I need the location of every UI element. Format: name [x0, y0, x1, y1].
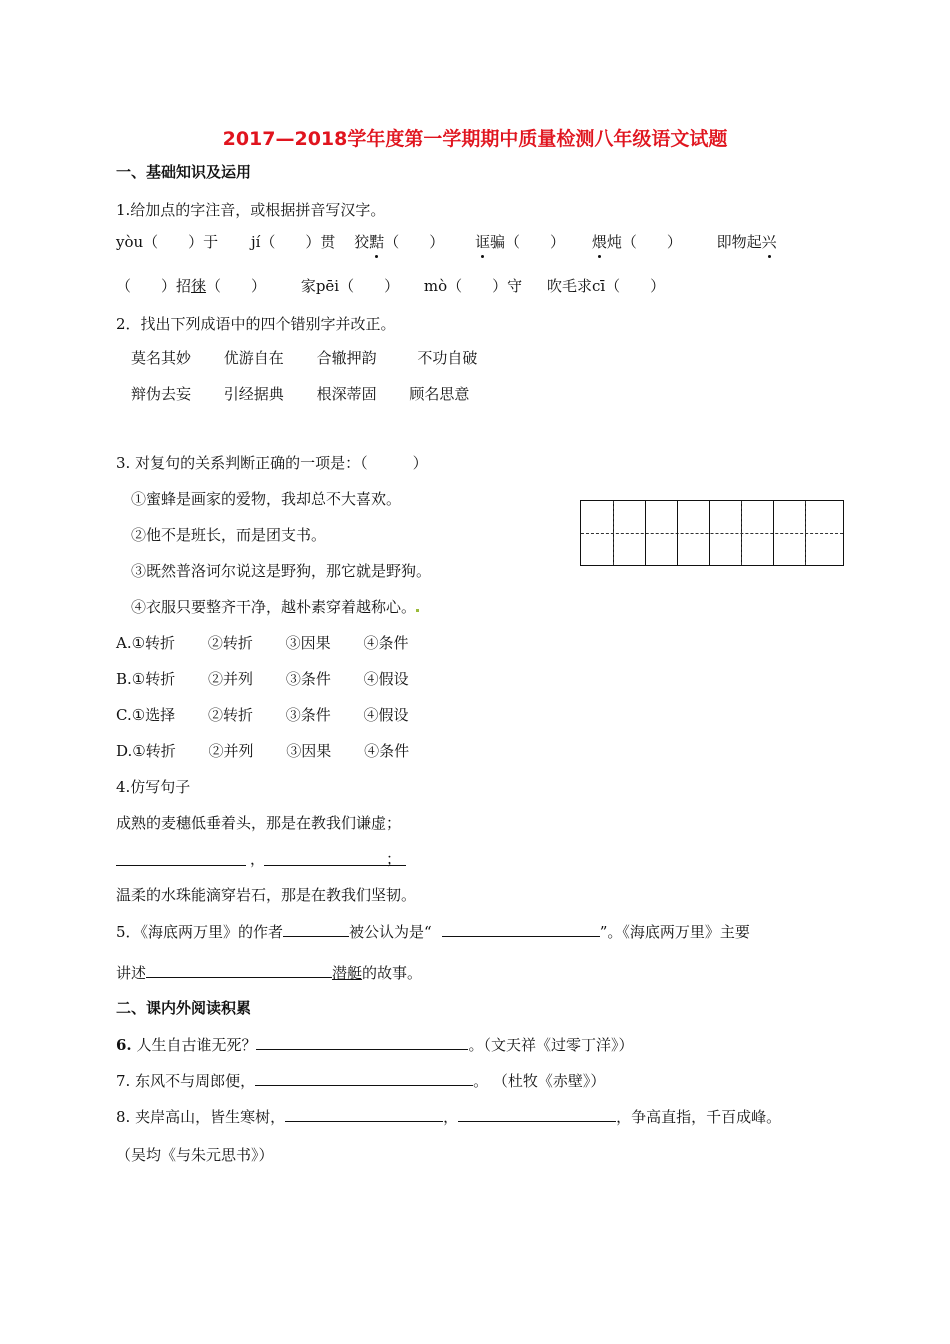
q6-text: 人生自古谁无死？	[136, 1036, 257, 1054]
q1-dotted-char: 诓	[475, 233, 491, 251]
q5-text: ”。《海底两万里》主要	[599, 923, 750, 941]
q3-stem: 3. 对复句的关系判断正确的一项是：（ ）	[116, 454, 428, 472]
idiom: 不功自破	[417, 349, 478, 367]
q1-underlined-char: 徕	[191, 277, 207, 295]
q3-item-text: ④衣服只要整齐干净，越朴素穿着越称心。	[131, 598, 417, 616]
idiom: 引经据典	[223, 385, 284, 403]
q3-item: ②他不是班长，而是团支书。	[131, 526, 327, 544]
option-part: ②并列	[208, 742, 254, 760]
q5-text: 讲述	[116, 964, 147, 982]
q6-line	[116, 1033, 633, 1055]
grid-cell	[613, 501, 646, 565]
grid-cell	[581, 501, 614, 565]
q4-blank-2[interactable]	[264, 864, 406, 866]
q5-text: 5．《海底两万里》的作者	[116, 923, 284, 941]
q1-item-you: yòu（ ）于	[116, 233, 219, 251]
grid-cell	[773, 501, 806, 565]
q4-blank-1[interactable]	[116, 864, 246, 866]
idiom: 优游自在	[223, 349, 284, 367]
option-part: ②并列	[208, 670, 254, 688]
idiom: 顾名思意	[409, 385, 470, 403]
mark-dot	[416, 609, 419, 612]
option-part: ③因果	[286, 742, 332, 760]
q1-item-zhao: （ ）招	[116, 277, 192, 295]
q1-item-wei: 炖（ ）	[606, 233, 682, 251]
q1-stem: 1.给加点的字注音，或根据拼音写汉字。	[116, 201, 386, 219]
grid-cell	[709, 501, 742, 565]
q7-source: 。 （杜牧《赤壁》）	[473, 1072, 606, 1090]
section-2-heading: 二、课内外阅读积累	[116, 999, 252, 1017]
q4-example: 成熟的麦穗低垂着头，那是在教我们谦虚；	[116, 814, 402, 832]
q1-dotted-char: 黠	[369, 233, 385, 251]
q1-item-kuang: 骗（ ）	[490, 233, 566, 251]
answer-grid[interactable]	[580, 500, 844, 566]
q1-item-xing: 即物起	[716, 233, 762, 251]
q1-item-jiao: 狡	[354, 233, 370, 251]
q8-source: （吴均《与朱元思书》）	[116, 1146, 274, 1164]
idiom: 辩伪去妄	[131, 385, 192, 403]
q6-blank[interactable]	[256, 1033, 468, 1050]
q6-number: 6.	[116, 1036, 132, 1054]
q3-option-a[interactable]	[116, 633, 408, 653]
grid-guide	[741, 501, 742, 565]
idiom: 合辙押韵	[316, 349, 377, 367]
q6-source: 。（文天祥《过零丁洋》）	[468, 1036, 634, 1054]
q1-line1	[116, 232, 777, 252]
q2-row1	[131, 348, 477, 368]
q4-line3: 温柔的水珠能滴穿岩石，那是在教我们坚韧。	[116, 886, 417, 904]
q5-blank-title[interactable]	[442, 920, 600, 937]
q8-line	[116, 1105, 781, 1127]
q3-item: ①蜜蜂是画家的爱物，我却总不大喜欢。	[131, 490, 402, 508]
idiom: 根深蒂固	[316, 385, 377, 403]
q5-text: 的故事。	[362, 964, 423, 982]
q1-item-ji: jí（ ）贯	[250, 233, 336, 251]
q5-line1	[116, 920, 750, 942]
q3-option-b[interactable]	[116, 669, 409, 689]
option-part: ②转折	[207, 706, 253, 724]
q1-item-ci: 吹毛求cī（ ）	[546, 277, 666, 295]
grid-guide	[613, 501, 614, 565]
option-part: C.①选择	[116, 706, 176, 724]
grid-cell	[677, 501, 710, 565]
q1-item-mo: mò（ ）守	[423, 277, 523, 295]
q3-option-c[interactable]	[116, 705, 409, 725]
q4-stem: 4.仿写句子	[116, 778, 191, 796]
option-part: ②转折	[207, 634, 253, 652]
grid-cell	[741, 501, 774, 565]
q5-blank-story[interactable]	[146, 961, 332, 978]
q2-row2	[131, 384, 469, 404]
section-1-heading: 一、基础知识及运用	[116, 163, 252, 181]
q5-text: 被公认为是“	[349, 923, 432, 941]
q7-blank[interactable]	[255, 1069, 473, 1086]
option-part: ③条件	[285, 706, 331, 724]
q8-blank-1[interactable]	[285, 1105, 443, 1122]
option-part: A.①转折	[116, 634, 176, 652]
option-part: D.①转折	[116, 742, 176, 760]
grid-cell	[645, 501, 678, 565]
q2-stem: 2．找出下列成语中的四个错别字并改正。	[116, 315, 396, 333]
q8-blank-2[interactable]	[458, 1105, 616, 1122]
q3-item	[131, 597, 419, 617]
option-part: ④条件	[364, 742, 410, 760]
idiom: 莫名其妙	[131, 349, 192, 367]
q3-item: ③既然普洛诃尔说这是野狗，那它就是野狗。	[131, 562, 432, 580]
q5-blank-author[interactable]	[283, 920, 349, 937]
page-title: 2017—2018学年度第一学期期中质量检测八年级语文试题	[222, 128, 728, 150]
q5-line2	[116, 961, 422, 983]
option-part: ③条件	[285, 670, 331, 688]
q1-dotted-char: 煨	[591, 233, 607, 251]
q1-item-lai-blank: （ ）	[206, 277, 267, 295]
q8-text: 8. 夹岸高山，皆生寒树，	[116, 1108, 286, 1126]
q1-item-xia-blank: （ ）	[384, 233, 445, 251]
q7-text: 7. 东风不与周郎便，	[116, 1072, 256, 1090]
q4-comma: ，	[250, 850, 266, 868]
q1-dotted-char: 兴	[761, 233, 777, 251]
option-part: ④假设	[363, 670, 409, 688]
option-part: ③因果	[285, 634, 331, 652]
q3-option-d[interactable]	[116, 741, 409, 761]
grid-guide	[805, 501, 806, 565]
q7-line	[116, 1069, 605, 1091]
q8-tail: ，争高直指，千百成峰。	[616, 1108, 782, 1126]
q8-comma: ，	[443, 1108, 459, 1126]
option-part: B.①转折	[116, 670, 176, 688]
q1-line2	[116, 276, 665, 296]
q1-item-pei: 家pēi（ ）	[300, 277, 400, 295]
q4-semicolon: ；	[386, 850, 402, 868]
option-part: ④条件	[363, 634, 409, 652]
q5-underlined-word: 潜艇	[332, 964, 363, 982]
option-part: ④假设	[363, 706, 409, 724]
